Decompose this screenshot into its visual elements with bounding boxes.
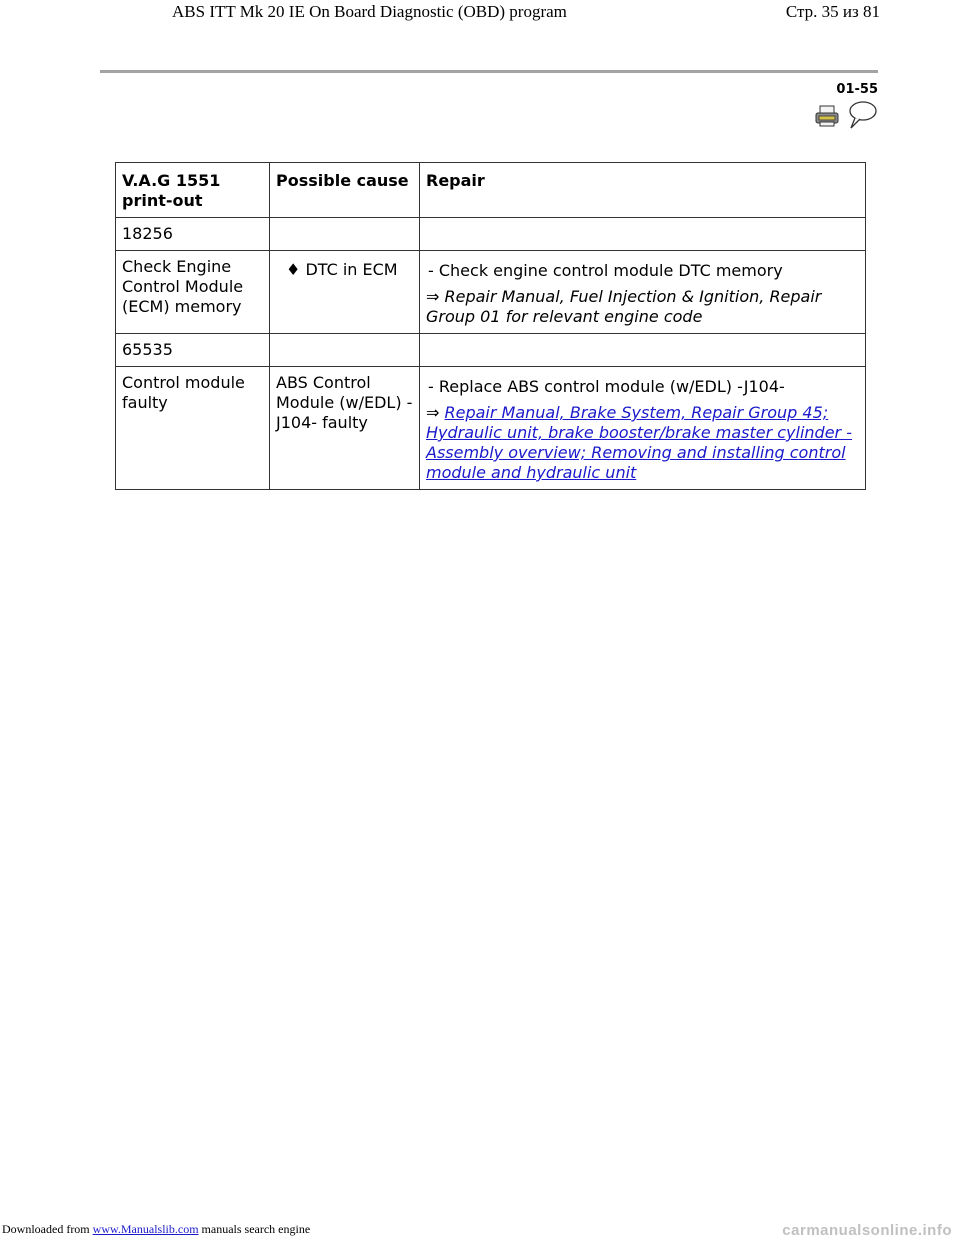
table-row [116, 218, 866, 251]
credit-prefix: Downloaded from [2, 1222, 90, 1236]
speech-bubble-icon[interactable] [846, 100, 878, 130]
repair-step: - Check engine control module DTC memory [428, 261, 783, 280]
fault-code-cell: 18256 [116, 218, 270, 251]
fault-code-cell: 65535 [116, 334, 270, 367]
page-counter: Стр. 35 из 81 [785, 2, 880, 21]
bullet-icon: ♦ [286, 260, 301, 279]
table-row [116, 251, 866, 334]
cause-text: DTC in ECM [305, 260, 398, 279]
empty-cell [420, 218, 866, 251]
empty-cell [420, 334, 866, 367]
column-header-repair: Repair [420, 163, 866, 218]
printout-cell: Control module faulty [116, 367, 270, 490]
header-rule [100, 70, 878, 73]
repair-cell [420, 367, 866, 490]
printer-icon[interactable] [815, 105, 839, 127]
repair-step: - Replace ABS control module (w/EDL) -J104- [428, 377, 785, 396]
empty-cell [270, 218, 420, 251]
dtc-table [115, 162, 866, 490]
table-header-row [116, 163, 866, 218]
column-header-cause: Possible cause [270, 163, 420, 218]
printout-cell: Check Engine Control Module (ECM) memory [116, 251, 270, 334]
watermark: carmanualsonline.info [782, 1222, 952, 1239]
manualslib-link[interactable]: www.Manualslib.com [92, 1222, 199, 1236]
cause-cell [270, 251, 420, 334]
reference-text: Repair Manual, Fuel Injection & Ignition, Repair Group 01 for relevant engine code [426, 287, 822, 326]
document-title: ABS ITT Mk 20 IE On Board Diagnostic (OBD) program [172, 2, 567, 21]
table-row [116, 334, 866, 367]
arrow-icon: ⇒ [426, 403, 440, 422]
cause-cell: ABS Control Module (w/EDL) -J104- faulty [270, 367, 420, 490]
column-header-printout: V.A.G 1551 print-out [116, 163, 270, 218]
credit-suffix: manuals search engine [201, 1222, 311, 1236]
repair-cell [420, 251, 866, 334]
reference-link[interactable]: Repair Manual, Brake System, Repair Group 45; Hydraulic unit, brake booster/brake master cylinder - Assembly overview; Removing and installing control module and hydraulic unit [426, 403, 852, 482]
page-number: 01-55 [836, 82, 878, 97]
table-row [116, 367, 866, 490]
arrow-icon: ⇒ [426, 287, 440, 306]
download-credit [2, 1222, 310, 1237]
empty-cell [270, 334, 420, 367]
